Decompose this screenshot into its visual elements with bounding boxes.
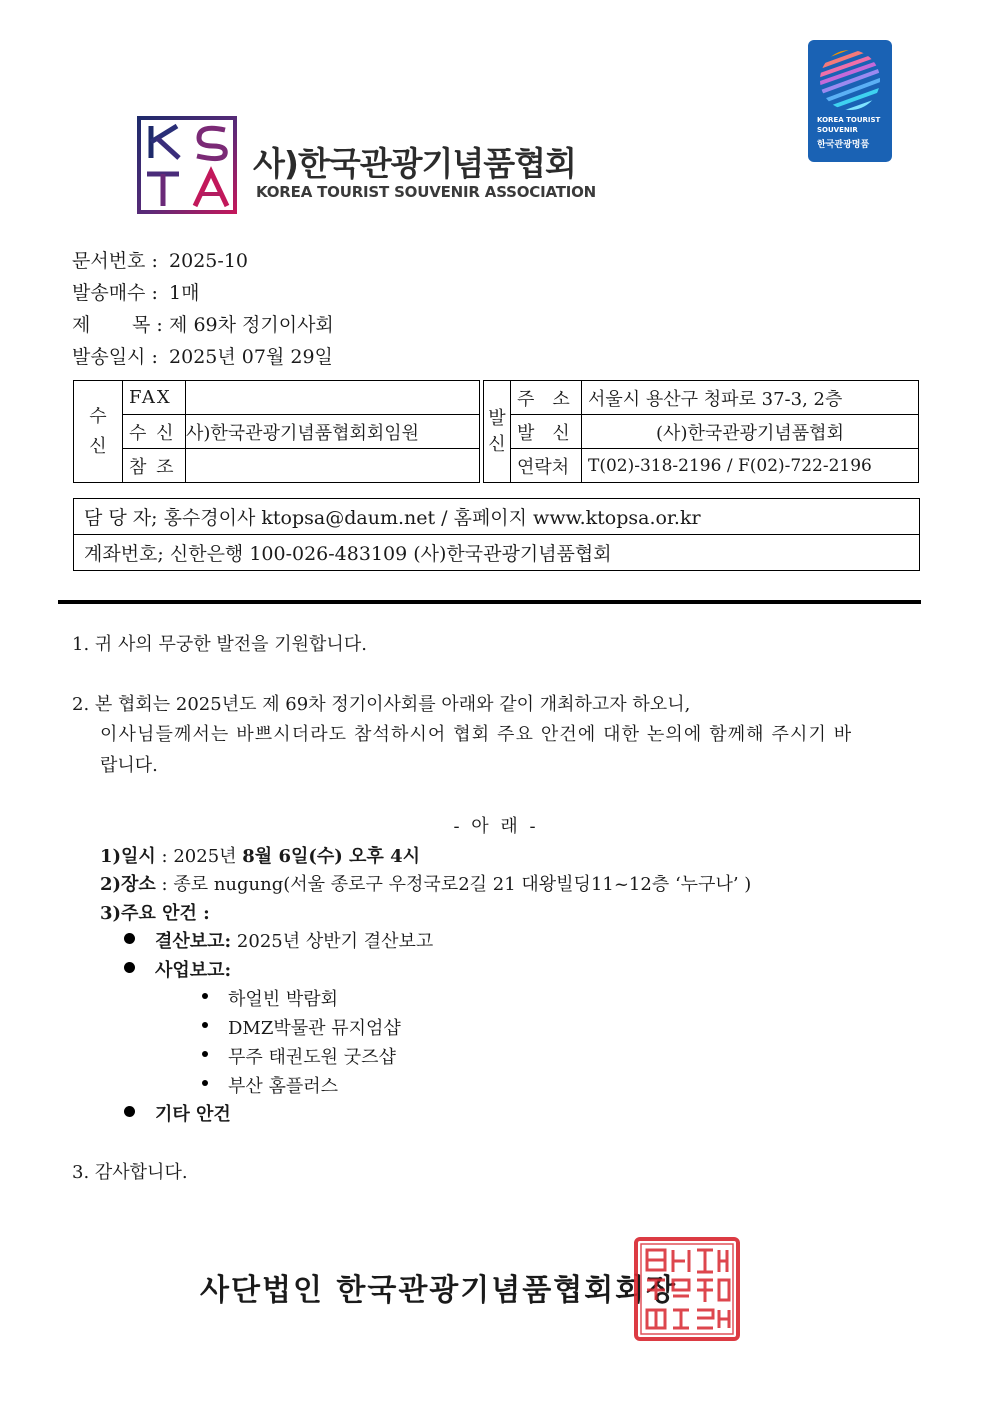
bullet-icon	[124, 1106, 135, 1117]
org-name-english: KOREA TOURIST SOUVENIR ASSOCIATION	[256, 183, 597, 201]
paragraph-2-line-1: 2. 본 협회는 2025년도 제 69차 정기이사회를 아래와 같이 개최하고자 하오니,	[72, 694, 691, 715]
badge-line-2: SOUVENIR	[817, 126, 858, 134]
bank-account-info: 계좌번호; 신한은행 100-026-483109 (사)한국관광기념품협회	[74, 535, 920, 571]
subject: 제 69차 정기이사회	[169, 314, 334, 336]
fax-label: FAX	[123, 381, 186, 415]
contact-label: 연락처	[511, 449, 582, 483]
business-item: 무주 태권도원 굿즈샵	[228, 1047, 396, 1068]
business-item: 부산 홈플러스	[228, 1076, 339, 1097]
divider-rule	[58, 600, 921, 604]
badge-line-1: KOREA TOURIST	[817, 116, 881, 124]
doc-number: 2025-10	[169, 250, 248, 272]
contact-table	[73, 498, 920, 571]
bullet-icon	[124, 933, 135, 944]
sub-bullet-icon	[202, 993, 208, 999]
send-date-line	[72, 342, 333, 369]
from-label: 발 신	[511, 415, 582, 449]
address-label: 주 소	[511, 381, 582, 415]
official-seal-stamp	[633, 1236, 741, 1342]
manager-info: 담 당 자; 홍수경이사 ktopsa@daum.net / 홈페이지 www.ktopsa.or.kr	[74, 499, 920, 535]
paragraph-1: 1. 귀 사의 무궁한 발전을 기원합니다.	[72, 634, 367, 655]
agenda-item-business: 사업보고:	[155, 960, 232, 981]
notice-heading: - 아 래 -	[453, 816, 539, 837]
page-count-line	[72, 278, 200, 305]
to-label: 수 신	[123, 415, 186, 449]
to-value: 사)한국관광기념품협회회임원	[186, 415, 480, 449]
sender-header: 발 신	[484, 381, 511, 483]
agenda-datetime: 1)일시 : 2025년 8월 6일(수) 오후 4시	[100, 846, 420, 867]
page-count: 1매	[169, 282, 200, 304]
subject-line	[72, 310, 334, 337]
paragraph-3: 3. 감사합니다.	[72, 1162, 188, 1183]
bullet-icon	[124, 962, 135, 973]
fax-value	[186, 381, 480, 415]
send-date: 2025년 07월 29일	[169, 346, 333, 368]
org-name-korean: 사)한국관광기념품협회	[253, 144, 576, 183]
doc-number-line	[72, 246, 248, 273]
doc-number-label: 문서번호 :	[72, 250, 158, 272]
page-count-label: 발송매수 :	[72, 282, 158, 304]
business-item: 하얼빈 박람회	[228, 989, 339, 1010]
sub-bullet-icon	[202, 1080, 208, 1086]
sender-table	[483, 380, 919, 483]
recipient-table	[73, 380, 480, 483]
subject-label: 제 목 :	[72, 314, 163, 336]
address-value: 서울시 용산구 청파로 37-3, 2층	[582, 381, 919, 415]
agenda-venue: 2)장소 : 종로 nugung(서울 종로구 우정국로2길 21 대왕빌딩11~12층 ‘누구나’ )	[100, 874, 752, 895]
agenda-main-items-label: 3)주요 안건 :	[100, 903, 210, 924]
sub-bullet-icon	[202, 1051, 208, 1057]
korea-tourist-souvenir-badge	[808, 40, 892, 162]
recipient-header: 수 신	[74, 381, 123, 483]
agenda-item-other: 기타 안건	[155, 1104, 231, 1125]
badge-line-3: 한국관광명품	[817, 140, 870, 150]
agenda-item-settlement: 결산보고: 2025년 상반기 결산보고	[155, 931, 434, 952]
paragraph-2-line-3: 랍니다.	[100, 755, 158, 776]
signer-name: 사단법인 한국관광기념품협회회장	[200, 1273, 678, 1308]
ksta-logo	[137, 116, 237, 214]
sub-bullet-icon	[202, 1022, 208, 1028]
contact-value: T(02)-318-2196 / F(02)-722-2196	[582, 449, 919, 483]
from-value: (사)한국관광기념품협회	[582, 415, 919, 449]
cc-label: 참 조	[123, 449, 186, 483]
cc-value	[186, 449, 480, 483]
business-item: DMZ박물관 뮤지엄샵	[228, 1018, 401, 1039]
send-date-label: 발송일시 :	[72, 346, 158, 368]
paragraph-2-line-2: 이사님들께서는 바쁘시더라도 참석하시어 협회 주요 안건에 대한 논의에 함께해 주시기 바	[100, 724, 853, 745]
rainbow-sphere-icon	[816, 46, 884, 114]
